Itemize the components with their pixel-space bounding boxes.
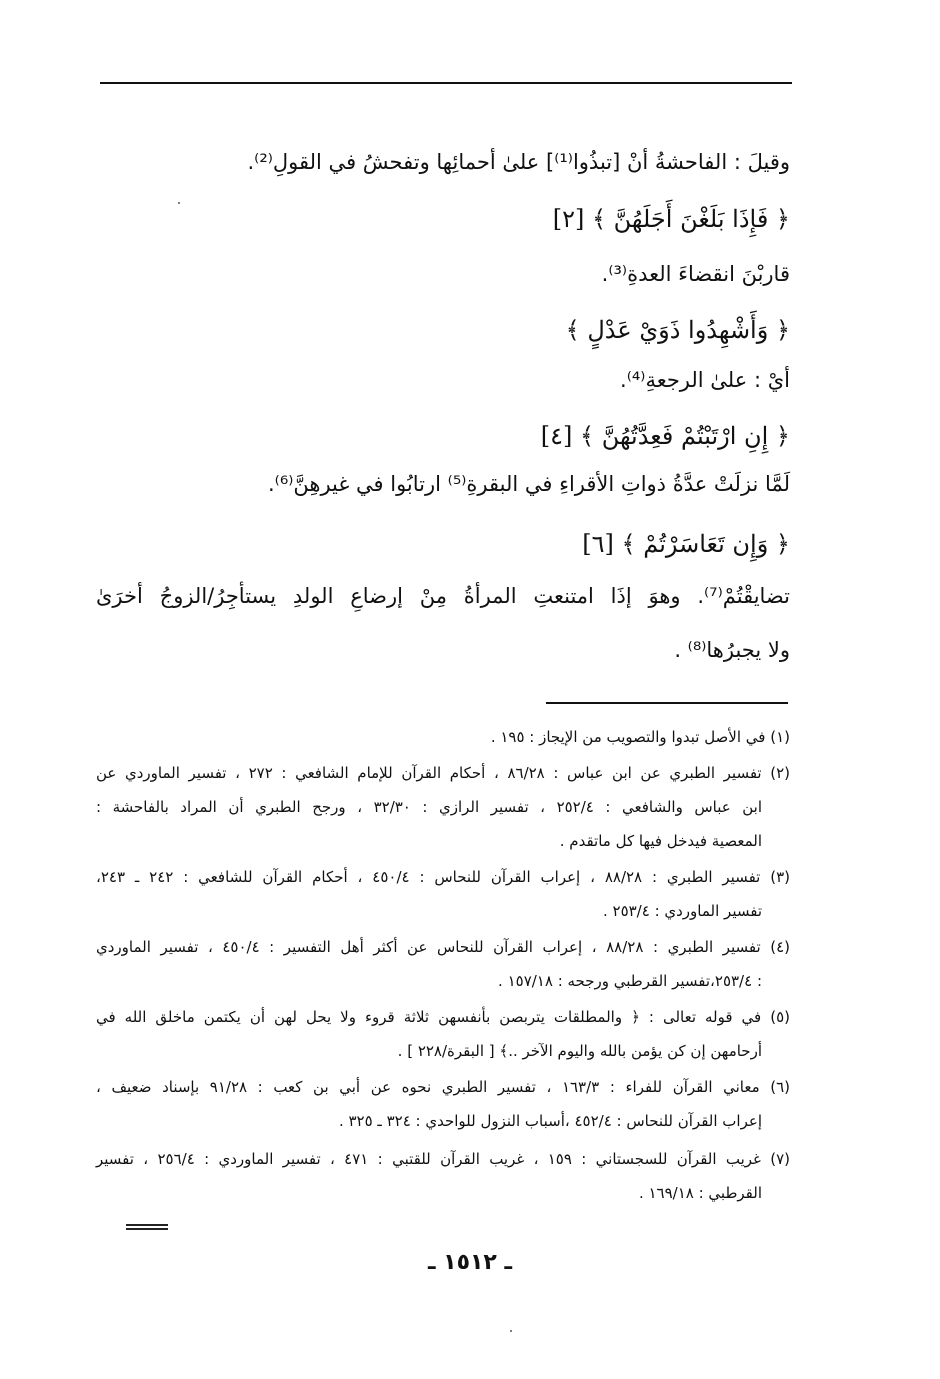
text-line-4: لَمَّا نزلَتْ عدَّةُ ذواتِ الأقراءِ في البقرةِ⁽⁵⁾ ارتابُوا في غيرهِنَّ⁽⁶⁾. <box>267 472 790 496</box>
footnote-3-line-2: تفسير الماوردي : ٢٥٣/٤ . <box>602 902 762 920</box>
footnote-4-line-1: (٤) تفسير الطبري : ٨٨/٢٨ ، إعراب القرآن للنحاس عن أكثر أهل التفسير : ٤٥٠/٤ ، تفسير الماوردي <box>96 938 790 956</box>
text-line-5: تضايقْتُمْ⁽⁷⁾. وهوَ إذَا امتنعتِ المرأةُ مِنْ إرضاعِ الولدِ يستأجِرُ/الزوجُ أخرَىٰ <box>96 584 790 608</box>
footnote-1: (١) في الأصل تبدوا والتصويب من الإيجاز : ١٩٥ . <box>490 728 790 746</box>
text-line-2: قاربْنَ انقضاءَ العدةِ⁽³⁾. <box>601 262 790 286</box>
footnote-5-line-2: أرحامهن إن كن يؤمن بالله واليوم الآخر ..﴾ [ البقرة/٢٢٨ ] . <box>397 1042 762 1060</box>
footnote-6-line-1: (٦) معاني القرآن للفراء : ١٦٣/٣ ، تفسير الطبري نحوه عن أبي بن كعب : ٩١/٢٨ بإسناد ضعيف ، <box>96 1078 790 1096</box>
quran-verse-1: ﴿ فَإِذَا بَلَغْنَ أَجَلَهُنَّ ﴾ [٢] <box>552 205 790 233</box>
footnote-7-line-2: القرطبي : ١٦٩/١٨ . <box>638 1184 762 1202</box>
footnote-2-line-3: المعصية فيدخل فيها كل ماتقدم . <box>559 832 762 850</box>
scan-speck <box>510 1330 512 1332</box>
page-number: ـ ١٥١٢ ـ <box>427 1250 513 1275</box>
quran-verse-4: ﴿ وَإِن تَعَاسَرْتُمْ ﴾ [٦] <box>582 530 790 558</box>
footnote-2-line-1: (٢) تفسير الطبري عن ابن عباس : ٨٦/٢٨ ، أحكام القرآن للإمام الشافعي : ٢٧٢ ، تفسير الماوردي عن <box>96 764 790 782</box>
header-rule <box>100 82 792 84</box>
footnote-2-line-2: ابن عباس والشافعي : ٢٥٢/٤ ، تفسير الرازي : ٣٢/٣٠ ، ورجح الطبري أن المراد بالفاحشة : <box>96 798 763 816</box>
footnote-5-line-1: (٥) في قوله تعالى : ﴿ والمطلقات يتربصن بأنفسهن ثلاثة قروء ولا يحل لهن أن يكتمن ماخلق الله في <box>96 1008 790 1026</box>
footnote-7-line-1: (٧) غريب القرآن للسجستاني : ١٥٩ ، غريب القرآن للقتبي : ٤٧١ ، تفسير الماوردي : ٢٥٦/٤ ، تفسير <box>96 1150 790 1168</box>
footnote-separator <box>546 702 788 704</box>
quran-verse-3: ﴿ إِنِ ارْتَبْتُمْ فَعِدَّتُهُنَّ ﴾ [٤] <box>540 422 790 450</box>
double-rule-mark <box>126 1224 168 1232</box>
text-line-3: أيْ : علىٰ الرجعةِ⁽⁴⁾. <box>620 368 790 392</box>
quran-verse-2: ﴿ وَأَشْهِدُوا ذَوَيْ عَدْلٍ ﴾ <box>565 316 790 344</box>
text-line-6: ولا يجبرُها⁽⁸⁾ . <box>674 638 790 662</box>
footnote-3-line-1: (٣) تفسير الطبري : ٨٨/٢٨ ، إعراب القرآن للنحاس : ٤٥٠/٤ ، أحكام القرآن للشافعي : ٢٤٢ ـ ٢٤٣، <box>96 868 790 886</box>
footnote-4-line-2: : ٢٥٣/٤،تفسير القرطبي ورجحه : ١٥٧/١٨ . <box>498 972 762 990</box>
footnote-6-line-2: إعراب القرآن للنحاس : ٤٥٢/٤ ،أسباب النزول للواحدي : ٣٢٤ ـ ٣٢٥ . <box>338 1112 762 1130</box>
scan-speck <box>178 202 180 204</box>
text-line-1: وقيلَ : الفاحشةُ أنْ [تبذُوا⁽¹⁾] علىٰ أحمائِها وتفحشُ في القولِ⁽²⁾. <box>247 150 790 174</box>
